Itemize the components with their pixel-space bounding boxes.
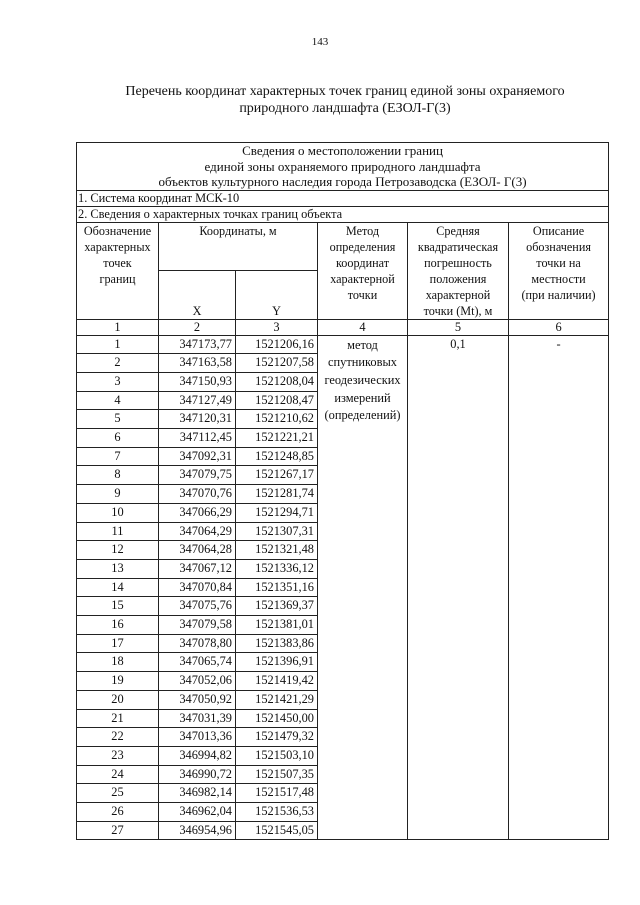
accuracy-cell: 0,1	[408, 335, 509, 840]
section-heading-line: Сведения о местоположении границ	[242, 143, 443, 158]
x-coordinate-cell: 347092,31	[159, 447, 236, 466]
x-coordinate-cell: 347120,31	[159, 410, 236, 429]
y-coordinate-cell: 1521396,91	[236, 653, 318, 672]
x-coordinate-cell: 347078,80	[159, 634, 236, 653]
y-coordinate-cell: 1521248,85	[236, 447, 318, 466]
method-line: спутниковых	[328, 355, 397, 370]
point-number-cell: 1	[77, 335, 159, 354]
point-number-cell: 5	[77, 410, 159, 429]
y-coordinate-cell: 1521351,16	[236, 578, 318, 597]
y-coordinate-cell: 1521210,62	[236, 410, 318, 429]
y-coordinate-cell: 1521507,35	[236, 765, 318, 784]
x-coordinate-cell: 347031,39	[159, 709, 236, 728]
column-number: 3	[236, 319, 318, 335]
points-info-row: 2. Сведения о характерных точках границ объекта	[77, 206, 609, 222]
y-coordinate-cell: 1521307,31	[236, 522, 318, 541]
x-coordinate-cell: 346962,04	[159, 803, 236, 822]
y-coordinate-cell: 1521336,12	[236, 559, 318, 578]
y-coordinate-cell: 1521267,17	[236, 466, 318, 485]
point-number-cell: 24	[77, 765, 159, 784]
y-coordinate-cell: 1521369,37	[236, 597, 318, 616]
column-number: 1	[77, 319, 159, 335]
point-number-cell: 3	[77, 372, 159, 391]
point-number-cell: 15	[77, 597, 159, 616]
y-coordinate-cell: 1521207,58	[236, 354, 318, 373]
x-coordinate-cell: 347127,49	[159, 391, 236, 410]
x-coordinate-cell: 347050,92	[159, 690, 236, 709]
header-coordinates: Координаты, м	[159, 222, 318, 271]
point-number-cell: 14	[77, 578, 159, 597]
column-number: 2	[159, 319, 236, 335]
point-rows	[77, 335, 609, 840]
document-title-line: Перечень координат характерных точек границ единой зоны охраняемого	[125, 84, 565, 99]
x-coordinate-cell: 346994,82	[159, 746, 236, 765]
y-coordinate-cell: 1521206,16	[236, 335, 318, 354]
section-heading-line: единой зоны охраняемого природного ландшафта	[204, 158, 481, 174]
x-coordinate-cell: 346982,14	[159, 784, 236, 803]
x-coordinate-cell: 347079,75	[159, 466, 236, 485]
y-coordinate-cell: 1521450,00	[236, 709, 318, 728]
x-coordinate-cell: 347064,28	[159, 541, 236, 560]
point-number-cell: 2	[77, 354, 159, 373]
header-x: X	[159, 271, 236, 320]
point-number-cell: 22	[77, 728, 159, 747]
y-coordinate-cell: 1521321,48	[236, 541, 318, 560]
point-number-cell: 8	[77, 466, 159, 485]
method-line: метод	[347, 337, 378, 352]
point-number-cell: 9	[77, 485, 159, 504]
y-coordinate-cell: 1521294,71	[236, 503, 318, 522]
coord-system-row: 1. Система координат МСК-10	[77, 190, 609, 206]
y-coordinate-cell: 1521281,74	[236, 485, 318, 504]
y-coordinate-cell: 1521381,01	[236, 616, 318, 635]
x-coordinate-cell: 347065,74	[159, 653, 236, 672]
method-line: (определений)	[324, 408, 401, 423]
point-number-cell: 20	[77, 690, 159, 709]
point-number-cell: 27	[77, 821, 159, 840]
coordinates-table	[76, 142, 609, 840]
header-y: Y	[236, 271, 318, 320]
x-coordinate-cell: 347070,84	[159, 578, 236, 597]
y-coordinate-cell: 1521221,21	[236, 429, 318, 448]
document-title-line: природного ландшафта (ЕЗОЛ-Г(3)	[239, 101, 451, 116]
y-coordinate-cell: 1521545,05	[236, 821, 318, 840]
y-coordinate-cell: 1521517,48	[236, 784, 318, 803]
point-number-cell: 7	[77, 447, 159, 466]
point-number-cell: 11	[77, 522, 159, 541]
y-coordinate-cell: 1521208,04	[236, 372, 318, 391]
x-coordinate-cell: 347066,29	[159, 503, 236, 522]
point-number-cell: 19	[77, 672, 159, 691]
y-coordinate-cell: 1521421,29	[236, 690, 318, 709]
table-row	[77, 335, 609, 354]
point-number-cell: 4	[77, 391, 159, 410]
point-number-cell: 16	[77, 616, 159, 635]
point-number-cell: 25	[77, 784, 159, 803]
method-line: геодезических	[324, 372, 401, 387]
y-coordinate-cell: 1521536,53	[236, 803, 318, 822]
point-number-cell: 6	[77, 429, 159, 448]
x-coordinate-cell: 346954,96	[159, 821, 236, 840]
x-coordinate-cell: 347067,12	[159, 559, 236, 578]
x-coordinate-cell: 347013,36	[159, 728, 236, 747]
x-coordinate-cell: 347052,06	[159, 672, 236, 691]
section-heading	[77, 143, 609, 191]
header-method: Метод определения координат характерной точки	[318, 222, 408, 319]
method-line: измерений	[334, 390, 391, 405]
method-cell	[318, 335, 408, 840]
document-title	[95, 83, 595, 117]
point-number-cell: 12	[77, 541, 159, 560]
header-point-designation: Обозначение характерных точек границ	[77, 222, 159, 319]
description-cell: -	[509, 335, 609, 840]
x-coordinate-cell: 347173,77	[159, 335, 236, 354]
x-coordinate-cell: 347070,76	[159, 485, 236, 504]
header-description: Описание обозначения точки на местности (при наличии)	[509, 222, 609, 319]
section-heading-line: объектов культурного наследия города Петрозаводска (ЕЗОЛ- Г(3)	[158, 174, 527, 189]
column-number: 4	[318, 319, 408, 335]
point-number-cell: 17	[77, 634, 159, 653]
point-number-cell: 18	[77, 653, 159, 672]
x-coordinate-cell: 347112,45	[159, 429, 236, 448]
x-coordinate-cell: 346990,72	[159, 765, 236, 784]
header-accuracy: Средняя квадратическая погрешность положения характерной точки (Mt), м	[408, 222, 509, 319]
point-number-cell: 10	[77, 503, 159, 522]
y-coordinate-cell: 1521479,32	[236, 728, 318, 747]
x-coordinate-cell: 347064,29	[159, 522, 236, 541]
x-coordinate-cell: 347150,93	[159, 372, 236, 391]
y-coordinate-cell: 1521383,86	[236, 634, 318, 653]
y-coordinate-cell: 1521503,10	[236, 746, 318, 765]
point-number-cell: 21	[77, 709, 159, 728]
point-number-cell: 23	[77, 746, 159, 765]
page-number: 143	[311, 36, 329, 48]
x-coordinate-cell: 347075,76	[159, 597, 236, 616]
y-coordinate-cell: 1521208,47	[236, 391, 318, 410]
x-coordinate-cell: 347079,58	[159, 616, 236, 635]
point-number-cell: 26	[77, 803, 159, 822]
point-number-cell: 13	[77, 559, 159, 578]
y-coordinate-cell: 1521419,42	[236, 672, 318, 691]
column-number: 6	[509, 319, 609, 335]
x-coordinate-cell: 347163,58	[159, 354, 236, 373]
column-number: 5	[408, 319, 509, 335]
